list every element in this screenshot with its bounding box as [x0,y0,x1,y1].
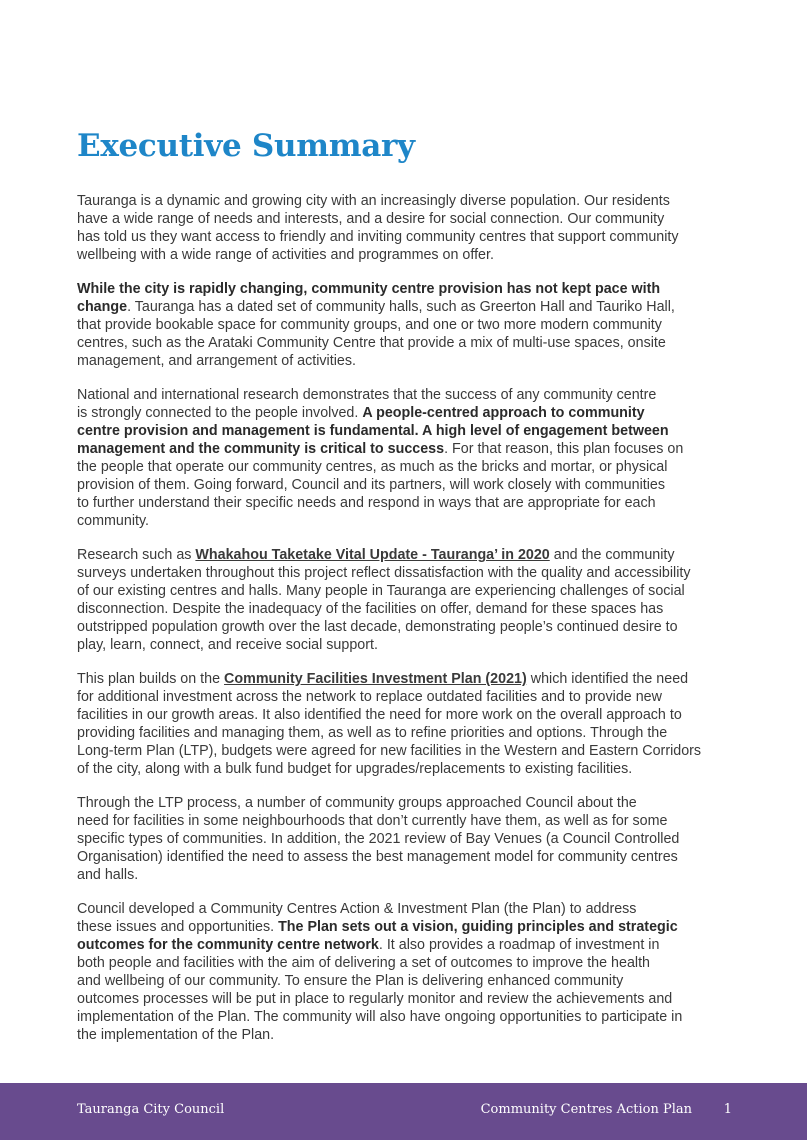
text-line: the implementation of the Plan. [77,1027,275,1043]
text-line: need for facilities in some neighbourhoods that don’t currently have them, as well as for some [77,813,668,829]
plain-text: . Tauranga has a dated set of community halls, such as Greerton Hall and Tauriko Hall, [127,299,675,315]
bold-text: centre provision and management is fundamental. A high level of engagement between [77,423,669,439]
text-line: that provide bookable space for community groups, and one or two more modern community [77,317,662,333]
text-line: and halls. [77,867,139,883]
text-line: surveys undertaken throughout this project reflect dissatisfaction with the quality and accessibility [77,565,691,581]
bold-text: outcomes for the community centre network [77,937,379,953]
text-line: Tauranga is a dynamic and growing city with an increasingly diverse population. Our residents [77,193,670,209]
plain-text: which identified the need [526,671,689,687]
bold-text: management and the community is critical to success [77,441,445,457]
text-line: have a wide range of needs and interests, and a desire for social connection. Our community [77,211,665,227]
paragraph-research [77,386,737,530]
text-line [77,440,737,458]
text-line: community. [77,513,150,529]
text-line: implementation of the Plan. The community will also have ongoing opportunities to participate in [77,1009,683,1025]
text-line: of our existing centres and halls. Many people in Tauranga are experiencing challenges of social [77,583,685,599]
text-line: Organisation) identified the need to assess the best management model for community centres [77,849,678,865]
paragraph-vital-update [77,546,737,654]
vital-update-link[interactable]: Whakahou Taketake Vital Update - Tauranga’ in 2020 [195,547,550,563]
bold-text: While the city is rapidly changing, community centre provision has not kept pace with [77,281,661,297]
text-line [77,670,737,688]
text-line: facilities in our growth areas. It also identified the need for more work on the overall approach to [77,707,682,723]
text-line: outcomes processes will be put in place to regularly monitor and review the achievements and [77,991,673,1007]
text-line: and wellbeing of our community. To ensure the Plan is delivering enhanced community [77,973,624,989]
plain-text: Research such as [77,547,196,563]
plain-text: . For that reason, this plan focuses on [444,441,684,457]
investment-plan-link[interactable]: Community Facilities Investment Plan (2021) [224,671,527,687]
plain-text: This plan builds on the [77,671,225,687]
paragraph-investment-plan [77,670,737,778]
executive-summary-body [77,192,737,1060]
paragraph-provision [77,280,737,370]
text-line: has told us they want access to friendly and inviting community centres that support community [77,229,679,245]
text-line: the people that operate our community centres, as much as the bricks and mortar, or physical [77,459,668,475]
text-line: disconnection. Despite the inadequacy of the facilities on offer, demand for these spaces has [77,601,664,617]
footer-document-title: Community Centres Action Plan [480,1102,692,1117]
bold-text: change [77,299,128,315]
text-line [77,936,737,954]
text-line: provision of them. Going forward, Council and its partners, will work closely with communities [77,477,665,493]
page-title: Executive Summary [77,128,415,164]
text-line: centres, such as the Arataki Community Centre that provide a mix of multi-use spaces, onsite [77,335,666,351]
text-line [77,280,737,298]
text-line: Long-term Plan (LTP), budgets were agreed for new facilities in the Western and Eastern Corridors [77,743,702,759]
text-line: to further understand their specific needs and respond in ways that are appropriate for each [77,495,656,511]
text-line: providing facilities and managing them, as well as to refine priorities and options. Through the [77,725,668,741]
text-line [77,546,737,564]
text-line: of the city, along with a bulk fund budget for upgrades/replacements to existing facilities. [77,761,633,777]
text-line: for additional investment across the network to replace outdated facilities and to provide new [77,689,662,705]
text-line: Council developed a Community Centres Action & Investment Plan (the Plan) to address [77,901,637,917]
text-line [77,298,737,316]
text-line: outstripped population growth over the last decade, demonstrating people’s continued desire to [77,619,678,635]
text-line: specific types of communities. In addition, the 2021 review of Bay Venues (a Council Controlled [77,831,680,847]
page-footer [0,1083,807,1140]
paragraph-intro [77,192,737,264]
paragraph-ltp-process [77,794,737,884]
text-line: wellbeing with a wide range of activities and programmes on offer. [77,247,494,263]
text-line: management, and arrangement of activities. [77,353,356,369]
text-line [77,422,737,440]
text-line: Through the LTP process, a number of community groups approached Council about the [77,795,637,811]
bold-text: The Plan sets out a vision, guiding principles and strategic [278,919,678,935]
plain-text: these issues and opportunities. [77,919,279,935]
plain-text: . It also provides a roadmap of investment in [378,937,660,953]
text-line: play, learn, connect, and receive social support. [77,637,378,653]
text-line [77,404,737,422]
paragraph-the-plan [77,900,737,1044]
bold-text: A people-centred approach to community [362,405,645,421]
plain-text: is strongly connected to the people involved. [77,405,363,421]
footer-organisation: Tauranga City Council [77,1102,225,1117]
text-line: National and international research demonstrates that the success of any community centre [77,387,657,403]
page-number: 1 [723,1102,732,1117]
text-line [77,918,737,936]
plain-text: and the community [549,547,675,563]
text-line: both people and facilities with the aim of delivering a set of outcomes to improve the health [77,955,650,971]
